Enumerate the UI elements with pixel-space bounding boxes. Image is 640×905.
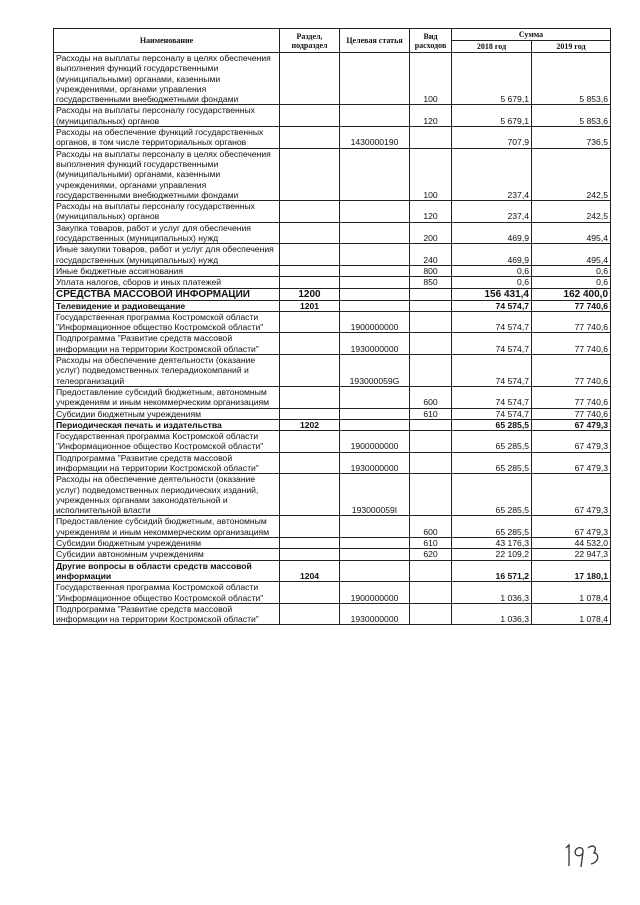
cell-expense-type (410, 560, 452, 582)
cell-target: 1930000000 (340, 452, 410, 474)
cell-2019: 162 400,0 (532, 288, 611, 300)
table-row (54, 105, 611, 127)
cell-target (340, 516, 410, 538)
cell-section (280, 127, 340, 149)
cell-target (340, 265, 410, 276)
cell-2018: 65 285,5 (452, 431, 532, 453)
cell-2019: 22 947,3 (532, 549, 611, 560)
cell-2018: 1 036,3 (452, 582, 532, 604)
cell-expense-type: 600 (410, 386, 452, 408)
table-row (54, 148, 611, 200)
cell-name: Субсидии бюджетным учреждениям (54, 408, 280, 419)
table-row (54, 452, 611, 474)
cell-2019: 77 740,6 (532, 386, 611, 408)
cell-2018: 237,4 (452, 201, 532, 223)
cell-expense-type: 100 (410, 53, 452, 105)
cell-name: Подпрограмма "Развитие средств массовой информации на территории Костромской области" (54, 603, 280, 625)
cell-section (280, 105, 340, 127)
table-row (54, 333, 611, 355)
cell-expense-type: 120 (410, 105, 452, 127)
cell-target: 1900000000 (340, 582, 410, 604)
cell-target: 1930000000 (340, 333, 410, 355)
cell-2019: 495,4 (532, 244, 611, 266)
cell-2018: 5 679,1 (452, 53, 532, 105)
budget-table (53, 28, 611, 625)
cell-section (280, 603, 340, 625)
cell-section (280, 474, 340, 516)
cell-name: Предоставление субсидий бюджетным, автономным учреждениям и иным некоммерческим организациям (54, 516, 280, 538)
cell-section (280, 311, 340, 333)
cell-name: Подпрограмма "Развитие средств массовой информации на территории Костромской области" (54, 452, 280, 474)
table-row (54, 277, 611, 288)
cell-name: Иные закупки товаров, работ и услуг для обеспечения государственных (муниципальных) нужд (54, 244, 280, 266)
cell-expense-type: 120 (410, 201, 452, 223)
cell-section (280, 244, 340, 266)
table-row (54, 53, 611, 105)
cell-expense-type: 610 (410, 538, 452, 549)
cell-expense-type: 600 (410, 516, 452, 538)
cell-target (340, 386, 410, 408)
cell-expense-type (410, 333, 452, 355)
cell-2019: 5 853,6 (532, 53, 611, 105)
cell-expense-type (410, 431, 452, 453)
cell-name: Расходы на выплаты персоналу в целях обеспечения выполнения функций государственными (муниципальными) органами, казенными учреждениями, органами управления государственными внебюджетными фондами (54, 148, 280, 200)
cell-name: Расходы на обеспечение деятельности (оказание услуг) подведомственных периодических изданий, учрежденных органами законодательной и исполнительной власти (54, 474, 280, 516)
cell-2019: 736,5 (532, 127, 611, 149)
table-row (54, 127, 611, 149)
cell-expense-type (410, 288, 452, 300)
cell-expense-type (410, 311, 452, 333)
cell-section (280, 516, 340, 538)
cell-2019: 242,5 (532, 148, 611, 200)
cell-expense-type: 240 (410, 244, 452, 266)
cell-target (340, 300, 410, 311)
cell-2018: 74 574,7 (452, 355, 532, 387)
table-row (54, 549, 611, 560)
table-row (54, 603, 611, 625)
table-row (54, 355, 611, 387)
table-row (54, 474, 611, 516)
cell-name: Субсидии бюджетным учреждениям (54, 538, 280, 549)
cell-2018: 65 285,5 (452, 419, 532, 430)
table-row (54, 431, 611, 453)
cell-section: 1204 (280, 560, 340, 582)
cell-2018: 43 176,3 (452, 538, 532, 549)
cell-2019: 1 078,4 (532, 603, 611, 625)
cell-name: Периодическая печать и издательства (54, 419, 280, 430)
cell-2018: 16 571,2 (452, 560, 532, 582)
cell-2019: 77 740,6 (532, 355, 611, 387)
cell-2019: 17 180,1 (532, 560, 611, 582)
cell-2018: 65 285,5 (452, 452, 532, 474)
cell-target (340, 288, 410, 300)
cell-name: Подпрограмма "Развитие средств массовой информации на территории Костромской области" (54, 333, 280, 355)
cell-section (280, 431, 340, 453)
budget-table-body (54, 53, 611, 625)
cell-name: Телевидение и радиовещание (54, 300, 280, 311)
cell-2019: 242,5 (532, 201, 611, 223)
cell-section (280, 408, 340, 419)
header-target: Целевая статья (340, 29, 410, 53)
cell-expense-type (410, 452, 452, 474)
cell-name: Расходы на выплаты персоналу государственных (муниципальных) органов (54, 201, 280, 223)
cell-name: Государственная программа Костромской области "Информационное общество Костромской области" (54, 431, 280, 453)
table-row (54, 582, 611, 604)
header-year-2018: 2018 год (452, 41, 532, 53)
cell-2018: 0,6 (452, 277, 532, 288)
cell-target (340, 408, 410, 419)
cell-section (280, 333, 340, 355)
budget-table-sheet (53, 28, 610, 625)
table-row (54, 265, 611, 276)
cell-target (340, 201, 410, 223)
cell-2019: 0,6 (532, 265, 611, 276)
table-row (54, 288, 611, 300)
cell-2018: 707,9 (452, 127, 532, 149)
cell-section (280, 201, 340, 223)
cell-2018: 156 431,4 (452, 288, 532, 300)
header-year-2019: 2019 год (532, 41, 611, 53)
cell-target: 193000059G (340, 355, 410, 387)
cell-section (280, 386, 340, 408)
cell-section (280, 222, 340, 244)
cell-target (340, 277, 410, 288)
cell-expense-type (410, 474, 452, 516)
cell-name: Государственная программа Костромской области "Информационное общество Костромской области" (54, 311, 280, 333)
table-row (54, 516, 611, 538)
cell-section (280, 355, 340, 387)
cell-2019: 67 479,3 (532, 452, 611, 474)
cell-expense-type: 800 (410, 265, 452, 276)
table-row (54, 560, 611, 582)
header-sum: Сумма (452, 29, 611, 41)
cell-section: 1200 (280, 288, 340, 300)
cell-2019: 0,6 (532, 277, 611, 288)
table-row (54, 538, 611, 549)
table-row (54, 408, 611, 419)
cell-2018: 469,9 (452, 222, 532, 244)
cell-target: 193000059I (340, 474, 410, 516)
cell-expense-type: 620 (410, 549, 452, 560)
cell-2019: 77 740,6 (532, 408, 611, 419)
cell-target: 1930000000 (340, 603, 410, 625)
table-row (54, 300, 611, 311)
cell-section (280, 538, 340, 549)
cell-name: Уплата налогов, сборов и иных платежей (54, 277, 280, 288)
cell-2018: 74 574,7 (452, 311, 532, 333)
table-row (54, 386, 611, 408)
cell-section (280, 265, 340, 276)
cell-target (340, 549, 410, 560)
cell-2018: 74 574,7 (452, 408, 532, 419)
cell-2019: 495,4 (532, 222, 611, 244)
table-row (54, 419, 611, 430)
cell-expense-type: 610 (410, 408, 452, 419)
page-number-handwritten (562, 840, 602, 870)
header-expense-type: Вид расходов (410, 29, 452, 53)
cell-target (340, 105, 410, 127)
cell-expense-type (410, 603, 452, 625)
cell-expense-type: 200 (410, 222, 452, 244)
cell-2018: 1 036,3 (452, 603, 532, 625)
cell-target (340, 148, 410, 200)
table-row (54, 201, 611, 223)
cell-2019: 77 740,6 (532, 333, 611, 355)
table-row (54, 222, 611, 244)
cell-2019: 67 479,3 (532, 431, 611, 453)
cell-2018: 469,9 (452, 244, 532, 266)
cell-2019: 67 479,3 (532, 516, 611, 538)
cell-expense-type (410, 582, 452, 604)
cell-target (340, 53, 410, 105)
cell-2019: 1 078,4 (532, 582, 611, 604)
header-section: Раздел, подраздел (280, 29, 340, 53)
cell-name: Субсидии автономным учреждениям (54, 549, 280, 560)
cell-name: Другие вопросы в области средств массовой информации (54, 560, 280, 582)
cell-name: СРЕДСТВА МАССОВОЙ ИНФОРМАЦИИ (54, 288, 280, 300)
cell-2018: 237,4 (452, 148, 532, 200)
cell-2018: 74 574,7 (452, 300, 532, 311)
cell-2018: 74 574,7 (452, 333, 532, 355)
cell-target (340, 244, 410, 266)
cell-2019: 67 479,3 (532, 474, 611, 516)
cell-name: Государственная программа Костромской области "Информационное общество Костромской области" (54, 582, 280, 604)
header-name: Наименование (54, 29, 280, 53)
cell-expense-type: 100 (410, 148, 452, 200)
cell-name: Расходы на обеспечение деятельности (оказание услуг) подведомственных телерадиокомпаний и телеорганизаций (54, 355, 280, 387)
cell-section (280, 452, 340, 474)
cell-2019: 77 740,6 (532, 311, 611, 333)
table-row (54, 244, 611, 266)
cell-expense-type (410, 127, 452, 149)
cell-2018: 5 679,1 (452, 105, 532, 127)
cell-expense-type (410, 419, 452, 430)
cell-section (280, 277, 340, 288)
cell-name: Расходы на обеспечение функций государственных органов, в том числе территориальных органов (54, 127, 280, 149)
cell-target (340, 538, 410, 549)
cell-expense-type: 850 (410, 277, 452, 288)
cell-2019: 77 740,6 (532, 300, 611, 311)
cell-section (280, 53, 340, 105)
cell-2018: 22 109,2 (452, 549, 532, 560)
cell-section (280, 148, 340, 200)
cell-target: 1430000190 (340, 127, 410, 149)
cell-target: 1900000000 (340, 431, 410, 453)
cell-2019: 5 853,6 (532, 105, 611, 127)
table-row (54, 311, 611, 333)
cell-name: Расходы на выплаты персоналу в целях обеспечения выполнения функций государственными (муниципальными) органами, казенными учреждениями, органами управления государственными внебюджетными фондами (54, 53, 280, 105)
cell-expense-type (410, 300, 452, 311)
cell-2018: 65 285,5 (452, 474, 532, 516)
cell-target (340, 560, 410, 582)
cell-name: Предоставление субсидий бюджетным, автономным учреждениям и иным некоммерческим организациям (54, 386, 280, 408)
cell-target (340, 419, 410, 430)
cell-section: 1201 (280, 300, 340, 311)
cell-section (280, 549, 340, 560)
cell-expense-type (410, 355, 452, 387)
cell-target (340, 222, 410, 244)
cell-2018: 74 574,7 (452, 386, 532, 408)
cell-name: Иные бюджетные ассигнования (54, 265, 280, 276)
cell-2019: 67 479,3 (532, 419, 611, 430)
cell-2018: 65 285,5 (452, 516, 532, 538)
cell-target: 1900000000 (340, 311, 410, 333)
cell-2019: 44 532,0 (532, 538, 611, 549)
cell-name: Расходы на выплаты персоналу государственных (муниципальных) органов (54, 105, 280, 127)
cell-2018: 0,6 (452, 265, 532, 276)
cell-name: Закупка товаров, работ и услуг для обеспечения государственных (муниципальных) нужд (54, 222, 280, 244)
cell-section (280, 582, 340, 604)
cell-section: 1202 (280, 419, 340, 430)
